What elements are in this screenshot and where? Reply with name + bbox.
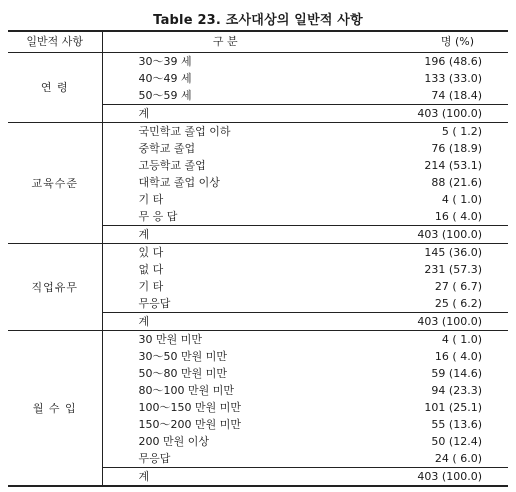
item-value: 133 (33.0) [424,72,482,85]
item-value: 94 (23.3) [431,384,482,397]
table-body [8,53,508,487]
item-label: 국민학교 졸업 이하 [138,125,231,138]
category-cell [8,53,102,123]
item-label: 무응답 [138,297,171,310]
item-value: 27 ( 6.7) [434,280,482,293]
item-value: 231 (57.3) [424,263,482,276]
total-label: 계 [102,105,348,123]
category-label: 교육수준 [31,176,78,190]
item-label: 대학교 졸업 이상 [138,176,220,189]
total-label: 계 [102,468,348,487]
item-value: 24 ( 6.0) [434,452,482,465]
item-label: 중학교 졸업 [138,142,196,155]
table-title: Table 23. 조사대상의 일반적 사항 [153,13,363,28]
item-label: 30 만원 미만 [138,333,202,346]
item-value: 16 ( 4.0) [434,210,482,223]
total-label: 계 [102,313,348,331]
item-value: 145 (36.0) [424,246,482,259]
header-category: 일반적 사항 [8,31,102,53]
item-label: 80～100 만원 미만 [138,384,234,397]
item-label: 30～50 만원 미만 [138,350,227,363]
table-row [8,244,508,262]
total-label: 계 [102,226,348,244]
item-label: 150～200 만원 미만 [138,418,241,431]
item-label: 있 다 [138,246,164,259]
item-value: 59 (14.6) [431,367,482,380]
category-label: 연 령 [40,81,69,94]
item-label: 30～39 세 [138,55,192,68]
table-row [8,53,508,71]
item-label: 50～80 만원 미만 [138,367,227,380]
category-label: 직업유무 [31,280,78,294]
table-row [8,123,508,141]
category-cell [8,244,102,331]
item-value: 74 (18.4) [431,89,482,102]
header-item: 구 분 [102,31,348,53]
item-value: 196 (48.6) [424,55,482,68]
total-value: 403 (100.0) [348,468,508,487]
header-value: 명 (%) [348,31,508,53]
item-value: 214 (53.1) [424,159,482,172]
item-value: 25 ( 6.2) [434,297,482,310]
item-label: 50～59 세 [138,89,192,102]
item-value: 16 ( 4.0) [434,350,482,363]
item-value: 4 ( 1.0) [441,333,482,346]
item-label: 40～49 세 [138,72,192,85]
total-value: 403 (100.0) [348,105,508,123]
category-cell [8,331,102,487]
item-label: 고등학교 졸업 [138,159,206,172]
table-row [8,331,508,349]
item-value: 55 (13.6) [431,418,482,431]
item-label: 무 응 답 [138,210,178,223]
item-label: 없 다 [138,263,164,276]
item-label: 100～150 만원 미만 [138,401,241,414]
item-label: 200 만원 이상 [138,435,209,448]
demographics-table [8,30,508,487]
total-value: 403 (100.0) [348,313,508,331]
category-cell [8,123,102,244]
item-label: 기 타 [138,193,164,206]
item-label: 무응답 [138,452,171,465]
item-value: 5 ( 1.2) [441,125,482,138]
item-value: 88 (21.6) [431,176,482,189]
item-label: 기 타 [138,280,164,293]
category-label: 월 수 입 [32,401,77,415]
table-header-row [8,31,508,53]
total-value: 403 (100.0) [348,226,508,244]
item-value: 50 (12.4) [431,435,482,448]
item-value: 4 ( 1.0) [441,193,482,206]
item-value: 76 (18.9) [431,142,482,155]
item-value: 101 (25.1) [424,401,482,414]
